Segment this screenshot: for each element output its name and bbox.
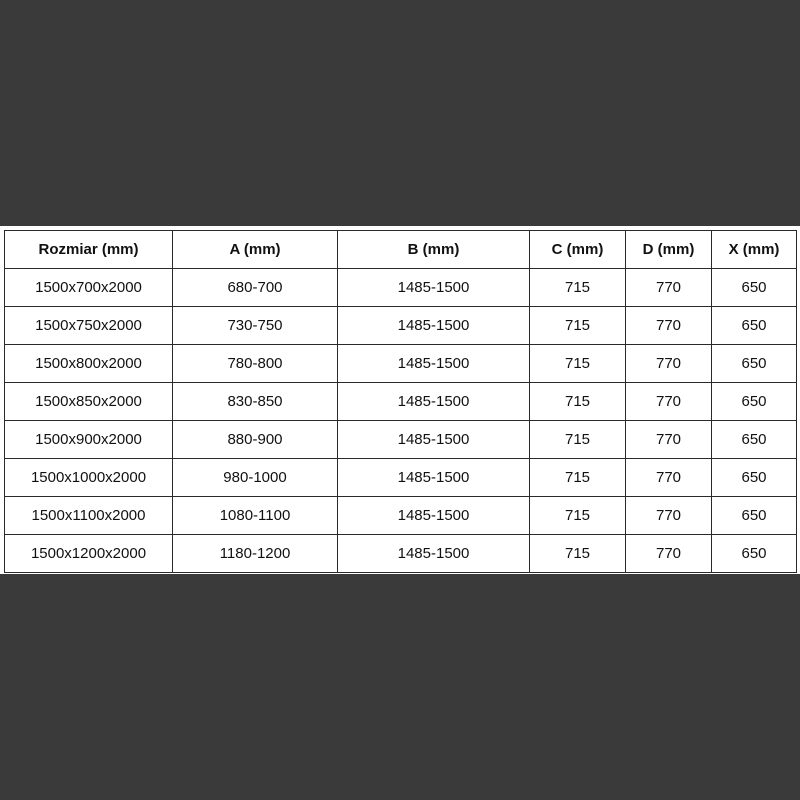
cell-c: 715 xyxy=(530,459,626,497)
cell-a: 830-850 xyxy=(173,383,338,421)
cell-rozmiar: 1500x1100x2000 xyxy=(5,497,173,535)
cell-x: 650 xyxy=(712,383,797,421)
cell-x: 650 xyxy=(712,345,797,383)
cell-a: 1180-1200 xyxy=(173,535,338,573)
cell-d: 770 xyxy=(626,269,712,307)
table-row xyxy=(5,383,797,421)
cell-a: 780-800 xyxy=(173,345,338,383)
table-panel xyxy=(0,226,800,574)
cell-x: 650 xyxy=(712,459,797,497)
table-header-row xyxy=(5,231,797,269)
cell-a: 980-1000 xyxy=(173,459,338,497)
cell-x: 650 xyxy=(712,307,797,345)
cell-c: 715 xyxy=(530,535,626,573)
header-rozmiar: Rozmiar (mm) xyxy=(5,231,173,269)
cell-x: 650 xyxy=(712,421,797,459)
cell-b: 1485-1500 xyxy=(338,345,530,383)
table-row xyxy=(5,535,797,573)
table-row xyxy=(5,497,797,535)
header-a: A (mm) xyxy=(173,231,338,269)
cell-d: 770 xyxy=(626,345,712,383)
table-row xyxy=(5,345,797,383)
header-b: B (mm) xyxy=(338,231,530,269)
cell-c: 715 xyxy=(530,307,626,345)
header-x: X (mm) xyxy=(712,231,797,269)
cell-rozmiar: 1500x900x2000 xyxy=(5,421,173,459)
cell-rozmiar: 1500x700x2000 xyxy=(5,269,173,307)
table-row xyxy=(5,269,797,307)
cell-b: 1485-1500 xyxy=(338,307,530,345)
cell-a: 880-900 xyxy=(173,421,338,459)
cell-rozmiar: 1500x1000x2000 xyxy=(5,459,173,497)
cell-c: 715 xyxy=(530,345,626,383)
cell-d: 770 xyxy=(626,307,712,345)
table-row xyxy=(5,459,797,497)
table-row xyxy=(5,421,797,459)
cell-x: 650 xyxy=(712,497,797,535)
cell-d: 770 xyxy=(626,383,712,421)
cell-b: 1485-1500 xyxy=(338,383,530,421)
cell-c: 715 xyxy=(530,269,626,307)
cell-rozmiar: 1500x1200x2000 xyxy=(5,535,173,573)
cell-c: 715 xyxy=(530,421,626,459)
header-d: D (mm) xyxy=(626,231,712,269)
cell-rozmiar: 1500x800x2000 xyxy=(5,345,173,383)
cell-x: 650 xyxy=(712,269,797,307)
table-row xyxy=(5,307,797,345)
cell-b: 1485-1500 xyxy=(338,497,530,535)
cell-a: 680-700 xyxy=(173,269,338,307)
cell-b: 1485-1500 xyxy=(338,535,530,573)
cell-d: 770 xyxy=(626,497,712,535)
cell-rozmiar: 1500x750x2000 xyxy=(5,307,173,345)
cell-c: 715 xyxy=(530,497,626,535)
header-c: C (mm) xyxy=(530,231,626,269)
cell-a: 730-750 xyxy=(173,307,338,345)
cell-d: 770 xyxy=(626,535,712,573)
cell-b: 1485-1500 xyxy=(338,269,530,307)
cell-b: 1485-1500 xyxy=(338,421,530,459)
cell-a: 1080-1100 xyxy=(173,497,338,535)
cell-c: 715 xyxy=(530,383,626,421)
cell-b: 1485-1500 xyxy=(338,459,530,497)
cell-d: 770 xyxy=(626,459,712,497)
dimensions-table xyxy=(4,230,797,573)
cell-rozmiar: 1500x850x2000 xyxy=(5,383,173,421)
cell-d: 770 xyxy=(626,421,712,459)
cell-x: 650 xyxy=(712,535,797,573)
